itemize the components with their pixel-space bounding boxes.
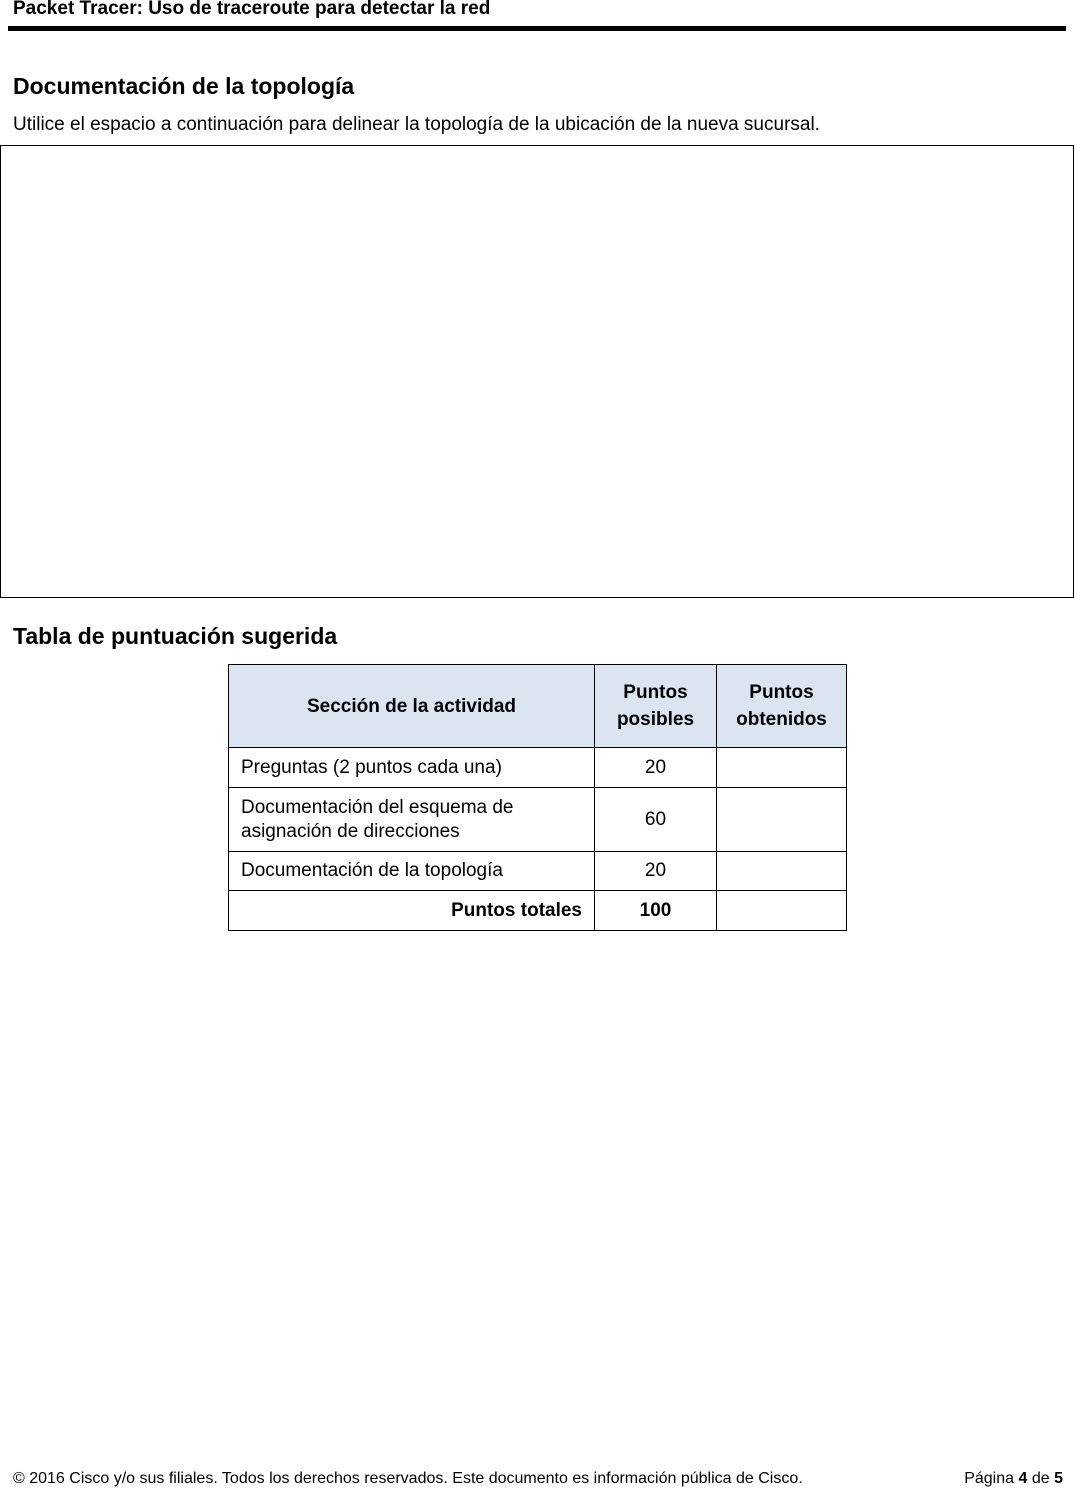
column-header-earned-line1: Puntos xyxy=(749,682,814,703)
footer-copyright: © 2016 Cisco y/o sus filiales. Todos los derechos reservados. Este documento es información pública de Cisco. xyxy=(13,1470,803,1487)
table-total-row xyxy=(229,891,847,931)
scoring-table-header-row xyxy=(229,665,847,748)
row-earned-cell[interactable] xyxy=(717,788,847,852)
row-earned-cell[interactable] xyxy=(717,852,847,891)
column-header-section: Sección de la actividad xyxy=(229,665,595,748)
footer-page-of: de xyxy=(1031,1470,1050,1487)
table-row xyxy=(229,788,847,852)
topology-heading: Documentación de la topología xyxy=(13,73,355,99)
scoring-table xyxy=(228,664,847,931)
row-section-cell: Documentación del esquema de asignación de direcciones xyxy=(229,788,595,852)
total-label-cell: Puntos totales xyxy=(229,891,595,931)
footer-page-word: Página xyxy=(964,1470,1015,1487)
header-rule xyxy=(8,26,1066,31)
footer-page-number xyxy=(964,1470,1063,1488)
column-header-earned xyxy=(717,665,847,748)
row-possible-cell: 20 xyxy=(595,748,717,788)
table-row xyxy=(229,852,847,891)
row-possible-cell: 60 xyxy=(595,788,717,852)
row-earned-cell[interactable] xyxy=(717,748,847,788)
row-section-cell: Preguntas (2 puntos cada una) xyxy=(229,748,595,788)
topology-instruction: Utilice el espacio a continuación para delinear la topología de la ubicación de la nueva sucursal. xyxy=(13,114,820,135)
footer-page-total: 5 xyxy=(1054,1470,1063,1487)
total-possible-cell: 100 xyxy=(595,891,717,931)
scoring-heading: Tabla de puntuación sugerida xyxy=(13,623,338,649)
total-earned-cell[interactable] xyxy=(717,891,847,931)
document-footer xyxy=(13,1470,1063,1488)
column-header-possible xyxy=(595,665,717,748)
table-row xyxy=(229,748,847,788)
row-possible-cell: 20 xyxy=(595,852,717,891)
column-header-possible-line1: Puntos xyxy=(623,682,688,703)
column-header-earned-line2: obtenidos xyxy=(736,709,827,730)
document-header-title: Packet Tracer: Uso de traceroute para detectar la red xyxy=(13,0,491,19)
footer-page-current: 4 xyxy=(1018,1470,1028,1487)
column-header-possible-line2: posibles xyxy=(616,709,695,730)
row-section-cell: Documentación de la topología xyxy=(229,852,595,891)
topology-drawing-area[interactable] xyxy=(0,145,1074,598)
